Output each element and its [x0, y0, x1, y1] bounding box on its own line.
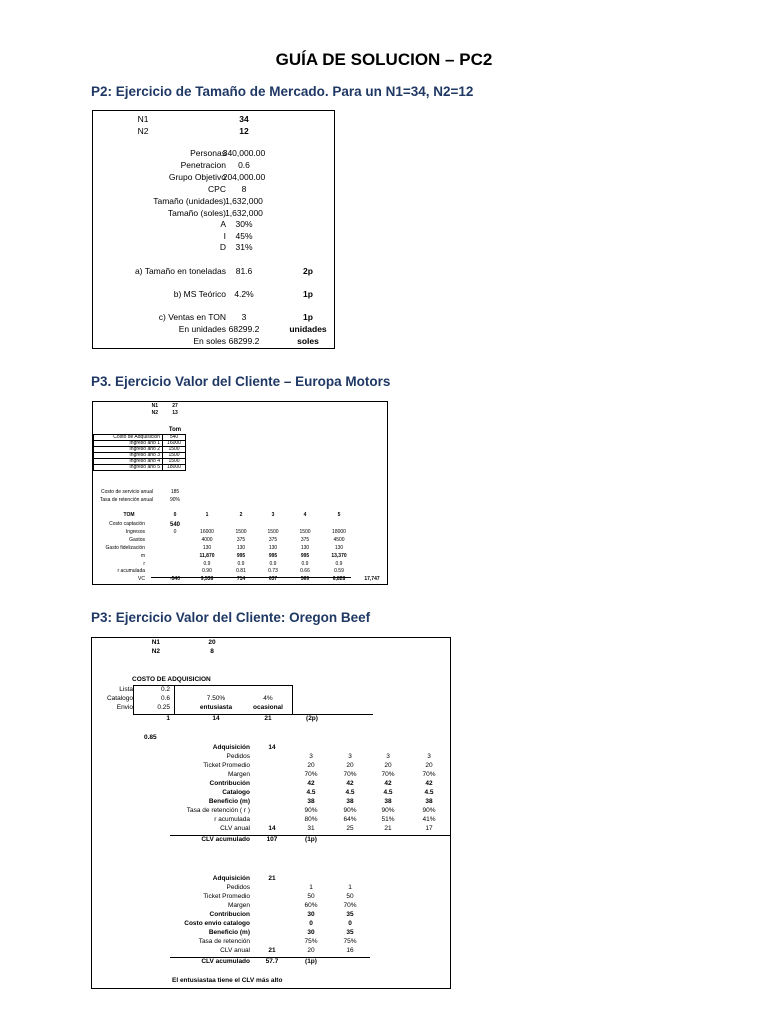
p3a-row-label: m: [140, 552, 145, 559]
p3a-row-value: 16000: [200, 528, 214, 535]
block1-row-value: 4.5: [424, 789, 434, 796]
p3a-row-value: 0.9: [335, 560, 343, 567]
p3a-input-label: Ingreso año 2: [94, 447, 163, 453]
p3a-n1: 27: [172, 403, 178, 409]
p3a-header-cell: 2: [239, 512, 243, 518]
p2-label: En unidades: [178, 324, 226, 334]
block2-row-value: 60%: [304, 902, 318, 909]
p3a-row-label: Gastos: [129, 536, 145, 543]
p2-points: 2p: [303, 266, 313, 276]
p3a-row-value: 375: [300, 536, 310, 543]
block2-row-label: CLV anual: [220, 947, 250, 954]
p3a-input-value: 16000: [163, 441, 186, 447]
p3a-header-cell: 0: [173, 512, 177, 518]
block1-row-value: 64%: [343, 816, 357, 823]
block1-row-label: Tasa de retención ( r ): [186, 807, 250, 814]
p3b-factor: 0.85: [144, 734, 157, 741]
p3b-costo-total-b: 14: [212, 715, 220, 722]
p3a-row-value: 6,828: [332, 576, 346, 583]
p3a-row-value: -540: [169, 576, 180, 583]
p2-value: 45%: [235, 231, 253, 241]
p3a-row-value: 0.66: [300, 568, 310, 575]
p2-label: N2: [137, 126, 149, 136]
block1-row-value: 38: [346, 798, 354, 805]
p3a-retencion-label: Tasa de retención anual: [99, 497, 153, 503]
block2-row-label: Margen: [227, 902, 250, 909]
p3a-row-value: 0.81: [236, 568, 246, 575]
p3a-row-value: 995: [268, 552, 278, 559]
block1-row-value: 90%: [381, 807, 395, 814]
p2-label: Tamaño (soles): [167, 208, 226, 218]
p3b-costo-label: Lista: [119, 686, 133, 693]
p2-label: Personas: [190, 148, 226, 158]
p3a-servicio: 185: [170, 489, 180, 495]
block1-row-value: 42: [384, 780, 392, 787]
p3a-row-label: Ingresos: [125, 528, 145, 535]
block2-row-label: Tasa de retención: [198, 938, 250, 945]
p3a-row-value: 0.9: [237, 560, 245, 567]
p3a-row-value: 0.90: [202, 568, 212, 575]
p2-value: 30%: [235, 219, 253, 229]
block1-points: (1p): [305, 836, 317, 843]
block1-row-value: 42: [307, 780, 315, 787]
p2-value: 340,000.00: [222, 148, 266, 158]
p3a-row-label: Gasto fidelización: [105, 544, 145, 551]
p2-label: Tamaño (unidades): [153, 196, 226, 206]
block1-acc: 107: [266, 836, 278, 843]
p3a-row-value: 0.9: [269, 560, 277, 567]
p3a-header-cell: TOM: [123, 512, 135, 518]
p3b-costo-a: 0.6: [160, 695, 170, 702]
p3a-input-value: 1500: [163, 447, 186, 453]
block2-row-value: 0: [348, 920, 352, 927]
p3a-row-value: 995: [236, 552, 246, 559]
block2-adq-label: Adquisición: [212, 875, 250, 882]
p3a-row-value: 540: [169, 522, 180, 528]
p3a-header-cell: 3: [271, 512, 275, 518]
p3a-row-value: 375: [268, 536, 278, 543]
p3a-row-value: 130: [202, 544, 212, 551]
block2-row-value: 16: [346, 947, 354, 954]
p3a-row-value: 0.73: [268, 568, 278, 575]
p2-label: D: [219, 242, 226, 252]
block1-row-value: 80%: [304, 816, 318, 823]
block2-row-value: 50: [307, 893, 315, 900]
p2-value: 68299.2: [228, 336, 260, 346]
block1-row-value: 21: [384, 825, 392, 832]
p3a-input-label: Ingreso año 4: [94, 459, 163, 465]
p3b-costo-b: entusiasta: [199, 704, 233, 711]
p2-label: N1: [137, 114, 149, 124]
p3b-costo-b: 7.50%: [206, 695, 226, 702]
p3a-row-value: 1500: [235, 528, 247, 535]
p3a-row-label: VC: [138, 576, 145, 583]
p3b-n2: 8: [210, 648, 214, 655]
block1-row-value: 38: [384, 798, 392, 805]
block1-row-label: CLV anual: [220, 825, 250, 832]
p2-value: 204,000.00: [222, 172, 266, 182]
p3b-conclusion: El entusiastaa tiene el CLV más alto: [172, 977, 283, 984]
block1-row-value: 20: [425, 762, 433, 769]
block2-row-value: 1: [348, 884, 352, 891]
block1-row-value: 31: [307, 825, 315, 832]
p2-label: En soles: [193, 336, 226, 346]
p3b-costo-a: 0.2: [160, 686, 170, 693]
block2-row-value: 35: [346, 911, 354, 918]
p2-label: b) MS Teórico: [173, 289, 226, 299]
block1-row-value: 42: [425, 780, 433, 787]
block1-row-value: 3: [386, 753, 390, 760]
p3a-row-value: 0.9: [203, 560, 211, 567]
block1-row-value: 4.5: [383, 789, 393, 796]
p2-label: I: [223, 231, 226, 241]
p3a-n1-label: N1: [151, 403, 158, 409]
p3a-row-label: r: [143, 560, 145, 567]
block1-row-value: 42: [346, 780, 354, 787]
block1-row-value: 3: [427, 753, 431, 760]
block1-row-value: 17: [425, 825, 433, 832]
p3a-row-value: 637: [268, 576, 278, 583]
p2-value: 0.6: [238, 160, 250, 170]
block2-row-label: Pedidos: [226, 884, 250, 891]
p2-value: 81.6: [235, 266, 253, 276]
p3b-n1-label: N1: [151, 639, 160, 646]
p3a-input-table: [93, 434, 186, 471]
p3a-row-value: 714: [236, 576, 246, 583]
p3b-n2-label: N2: [151, 648, 160, 655]
block1-row-value: 20: [384, 762, 392, 769]
block1-row-first: 14: [268, 825, 276, 832]
p2-points: 1p: [303, 312, 313, 322]
p2-label: CPC: [208, 184, 226, 194]
block1-row-value: 90%: [343, 807, 357, 814]
block1-row-label: Pedidos: [226, 753, 250, 760]
block2-row-label: Beneficio (m): [208, 929, 250, 936]
p3b-heading: P3: Ejercicio Valor del Cliente: Oregon Beef: [91, 610, 371, 625]
block1-row-value: 70%: [304, 771, 318, 778]
block1-row-label: Beneficio (m): [208, 798, 250, 805]
block2-points: (1p): [305, 958, 317, 965]
p3a-row-value: 130: [236, 544, 246, 551]
block2-adq: 21: [268, 875, 276, 882]
block2-row-value: 0: [309, 920, 313, 927]
block1-row-value: 41%: [422, 816, 436, 823]
p3a-row-value: 9,538: [200, 576, 214, 583]
p2-points: 1p: [303, 289, 313, 299]
p3a-input-value: 1500: [163, 453, 186, 459]
block1-row-label: Contribución: [209, 780, 250, 787]
block1-row-value: 90%: [422, 807, 436, 814]
p3a-header-cell: 1: [205, 512, 209, 518]
block2-row-value: 75%: [304, 938, 318, 945]
p2-table: [92, 110, 335, 349]
p3b-costo-a: 0.25: [157, 704, 170, 711]
p2-label: c) Ventas en TON: [158, 312, 226, 322]
block1-adq-label: Adquisición: [212, 744, 250, 751]
p3a-row-value: 0.59: [334, 568, 344, 575]
p3b-costo-title: COSTO DE ADQUISICION: [132, 676, 211, 683]
block1-row-value: 3: [348, 753, 352, 760]
block2-row-first: 21: [268, 947, 276, 954]
block1-row-value: 70%: [381, 771, 395, 778]
block2-row-value: 30: [307, 911, 315, 918]
p3a-total: 17,747: [364, 576, 380, 583]
p3a-n2-label: N2: [151, 410, 158, 416]
p3a-input-label: Ingreso año 5: [94, 465, 163, 471]
p2-value: 31%: [235, 242, 253, 252]
block1-row-label: Margen: [227, 771, 250, 778]
block1-acc-label: CLV acumulado: [201, 836, 250, 843]
p3b-costo-label: Envio: [116, 704, 133, 711]
p3a-input-label: Ingreso año 3: [94, 453, 163, 459]
p2-label: Grupo Objetivo: [168, 172, 226, 182]
p3a-heading: P3. Ejercicio Valor del Cliente – Europa Motors: [91, 374, 391, 389]
p3a-row-value: 130: [334, 544, 344, 551]
p3b-n1: 20: [208, 639, 216, 646]
p3a-tom-label: Tom: [168, 427, 182, 433]
p3a-row-label: r acumulada: [117, 568, 145, 575]
block1-row-value: 20: [307, 762, 315, 769]
block1-row-value: 3: [309, 753, 313, 760]
p3b-table: [91, 637, 451, 989]
block2-row-value: 70%: [343, 902, 357, 909]
block2-row-value: 30: [307, 929, 315, 936]
p2-value: 34: [239, 114, 249, 124]
p3a-row-value: 1500: [299, 528, 311, 535]
block1-row-label: Catalogo: [222, 789, 250, 796]
p2-value: 4.2%: [234, 289, 254, 299]
p2-value: 1,632,000: [225, 208, 263, 218]
p2-value: 3: [241, 312, 247, 322]
block2-acc-label: CLV acumulado: [201, 958, 250, 965]
p2-value: 1,632,000: [225, 196, 263, 206]
p2-label: Penetracion: [180, 160, 226, 170]
block1-row-label: r acumulada: [214, 816, 250, 823]
block1-adq: 14: [268, 744, 276, 751]
block2-row-label: Costo envio catalogo: [184, 920, 250, 927]
p3a-row-value: 995: [300, 552, 310, 559]
page-title: GUÍA DE SOLUCION – PC2: [275, 50, 493, 69]
block1-row-value: 38: [307, 798, 315, 805]
block1-row-value: 70%: [343, 771, 357, 778]
block1-row-value: 25: [346, 825, 354, 832]
p3b-costo-total-c: 21: [264, 715, 272, 722]
p3b-costo-total-a: 1: [166, 715, 170, 722]
p3a-n2: 13: [172, 410, 178, 416]
block1-row-label: Ticket Promedio: [203, 762, 250, 769]
p3a-row-value: 0.9: [301, 560, 309, 567]
block1-row-value: 51%: [381, 816, 395, 823]
p2-label: a) Tamaño en toneladas: [134, 266, 226, 276]
block1-row-value: 20: [346, 762, 354, 769]
p3b-costo-divider: [174, 685, 175, 714]
block1-row-value: 4.5: [306, 789, 316, 796]
block1-row-value: 70%: [422, 771, 436, 778]
p3a-row-label: Costo captación: [109, 521, 145, 527]
p3a-row-value: 11,870: [199, 552, 215, 559]
block2-row-label: Ticket Promedio: [203, 893, 250, 900]
p3a-input-label: Costo de Adquisición: [94, 435, 163, 441]
p3a-total-rule: [151, 577, 351, 578]
p2-points: unidades: [289, 324, 327, 334]
p2-value: 8: [241, 184, 247, 194]
p3a-row-value: 4500: [333, 536, 345, 543]
p3b-costo-c: 4%: [263, 695, 273, 702]
p3a-input-label: Ingreso año 1: [94, 441, 163, 447]
p3a-row-value: 375: [236, 536, 246, 543]
p3b-costo-label: Catalogo: [106, 695, 133, 702]
p3a-table: [92, 401, 388, 585]
p3a-row-value: 13,370: [331, 552, 347, 559]
p3b-costo-c: ocasional: [253, 704, 283, 711]
p3a-header-cell: 4: [303, 512, 307, 518]
block1-row-value: 38: [425, 798, 433, 805]
block2-row-value: 35: [346, 929, 354, 936]
block1-row-value: 4.5: [345, 789, 355, 796]
block1-row-value: 90%: [304, 807, 318, 814]
block2-acc: 57.7: [265, 958, 279, 965]
p3a-row-value: 4000: [201, 536, 213, 543]
p3a-row-value: 130: [300, 544, 310, 551]
block2-row-value: 50: [346, 893, 354, 900]
p2-value: 68299.2: [228, 324, 260, 334]
p3a-row-value: 1500: [267, 528, 279, 535]
block2-row-value: 75%: [343, 938, 357, 945]
p2-label: A: [220, 219, 226, 229]
p3a-retencion: 90%: [169, 497, 180, 503]
p3a-row-value: 569: [300, 576, 310, 583]
p3a-row-value: 130: [268, 544, 278, 551]
block2-row-value: 1: [309, 884, 313, 891]
block2-row-label: Contribucion: [209, 911, 250, 918]
p2-value: 12: [239, 126, 249, 136]
block2-row-value: 20: [307, 947, 315, 954]
p2-points: soles: [297, 336, 319, 346]
p2-heading: P2: Ejercicio de Tamaño de Mercado. Para un N1=34, N2=12: [91, 84, 474, 99]
p3a-input-value: 18000: [163, 465, 186, 471]
p3a-input-value: 1500: [163, 459, 186, 465]
p3a-row-value: 18000: [332, 528, 346, 535]
p3b-costo-points: (2p): [306, 715, 318, 722]
p3a-input-value: 540: [163, 435, 186, 441]
p3a-servicio-label: Costo de servicio anual: [101, 489, 153, 495]
p3a-header-cell: 5: [337, 512, 341, 518]
p3a-row-value: 0: [173, 528, 177, 535]
